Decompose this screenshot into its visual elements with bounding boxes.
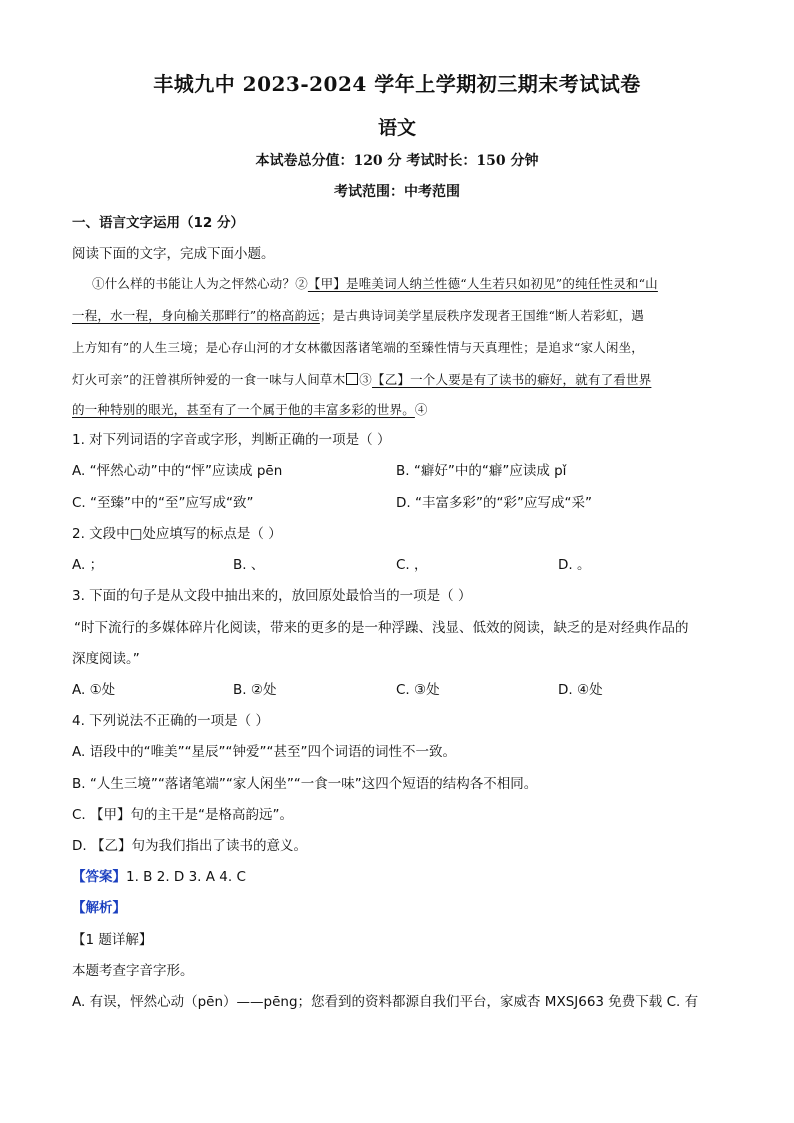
blank-box xyxy=(346,373,358,385)
question-2-option-b: B. 、 xyxy=(233,557,265,573)
question-2-stem: 2. 文段中□处应填写的标点是（ ） xyxy=(72,526,282,542)
passage-text: ①什么样的书能让人为之怦然心动？② xyxy=(92,276,308,291)
passage-line-3 xyxy=(72,338,722,358)
question-1-option-b: B. “癖好”中的“癖”应读成 pǐ xyxy=(396,463,567,479)
question-3-option-b: B. ②处 xyxy=(233,682,277,698)
question-4-stem: 4. 下列说法不正确的一项是（ ） xyxy=(72,713,269,729)
question-1-stem: 1. 对下列词语的字音或字形，判断正确的一项是（ ） xyxy=(72,432,391,448)
question-3-option-a: A. ①处 xyxy=(72,682,116,698)
question-3-quote-line-1: “时下流行的多媒体碎片化阅读，带来的更多的是一种浮躁、浅显、低效的阅读，缺乏的是对经典作品的 xyxy=(74,620,689,636)
question-1-option-c: C. “至臻”中的“至”应写成“致” xyxy=(72,495,254,511)
passage-text: ；是古典诗词美学星辰秩序发现者王国维“断人若彩虹，遇 xyxy=(319,308,644,323)
passage-underlined-text: 【乙】一个人要是有了读书的癖好，就有了看世界 xyxy=(372,372,652,387)
exam-meta-score-time: 本试卷总分值：120 分 考试时长：150 分钟 xyxy=(255,153,539,169)
passage-text: 上方知有”的人生三境；是心存山河的才女林徽因落诸笔端的至臻性情与天真理性；是追求“家人闲坐， xyxy=(72,340,644,355)
question-2-option-d: D. 。 xyxy=(558,557,591,573)
answer-label: 【答案】 xyxy=(72,869,126,885)
question-3-quote-line-2: 深度阅读。” xyxy=(72,651,140,667)
section-heading: 一、语言文字运用（12 分） xyxy=(72,215,244,231)
question-4-option-b: B. “人生三境”“落诸笔端”“家人闲坐”“一食一味”这四个短语的结构各不相同。 xyxy=(72,776,538,792)
question-1-option-d: D. “丰富多彩”的“彩”应写成“采” xyxy=(396,495,592,511)
detail-line: A. 有误，怦然心动（pēn）——pēng；您看到的资料都源自我们平台，家威杏 MXSJ663 免费下载 C. 有 xyxy=(72,994,699,1010)
answer-values: 1. B 2. D 3. A 4. C xyxy=(126,869,246,885)
question-1-option-a: A. “怦然心动”中的“怦”应读成 pēn xyxy=(72,463,283,479)
exam-meta-scope: 考试范围：中考范围 xyxy=(334,184,460,200)
question-3-option-d: D. ④处 xyxy=(558,682,603,698)
passage-underlined-text: 的一种特别的眼光，甚至有了一个属于他的丰富多彩的世界。 xyxy=(72,402,415,417)
question-4-option-d: D. 【乙】句为我们指出了读书的意义。 xyxy=(72,838,307,854)
question-3-option-c: C. ③处 xyxy=(396,682,440,698)
passage-text: 灯火可亲”的汪曾祺所钟爱的一食一味与人间草木 xyxy=(72,372,346,387)
subject-title: 语文 xyxy=(377,117,416,139)
question-4-option-a: A. 语段中的“唯美”“星辰”“钟爱”“甚至”四个词语的词性不一致。 xyxy=(72,744,457,760)
detail-heading: 【1 题详解】 xyxy=(72,932,153,948)
passage-underlined-text: 一程，水一程，身向榆关那畔行”的格高韵远 xyxy=(72,308,320,323)
passage-line-2 xyxy=(72,306,722,326)
passage-marker: ④ xyxy=(414,402,428,417)
question-2-option-c: C. ， xyxy=(396,557,428,573)
question-2-option-a: A. ； xyxy=(72,557,104,573)
passage-line-5 xyxy=(72,400,722,420)
question-3-stem: 3. 下面的句子是从文段中抽出来的，放回原处最恰当的一项是（ ） xyxy=(72,588,472,604)
passage-marker: ③ xyxy=(359,372,372,387)
detail-intro: 本题考查字音字形。 xyxy=(72,963,194,979)
analysis-label: 【解析】 xyxy=(72,900,126,916)
section-instruction: 阅读下面的文字，完成下面小题。 xyxy=(72,246,275,262)
question-4-option-c: C. 【甲】句的主干是“是格高韵远”。 xyxy=(72,807,293,823)
passage-underlined-text: 【甲】是唯美词人纳兰性德“人生若只如初见”的纯任性灵和“山 xyxy=(307,276,658,291)
answer-line xyxy=(72,867,246,887)
exam-title: 丰城九中 2023-2024 学年上学期初三期末考试试卷 xyxy=(153,72,641,96)
passage-line-1 xyxy=(92,274,742,294)
passage-line-4 xyxy=(72,370,722,390)
